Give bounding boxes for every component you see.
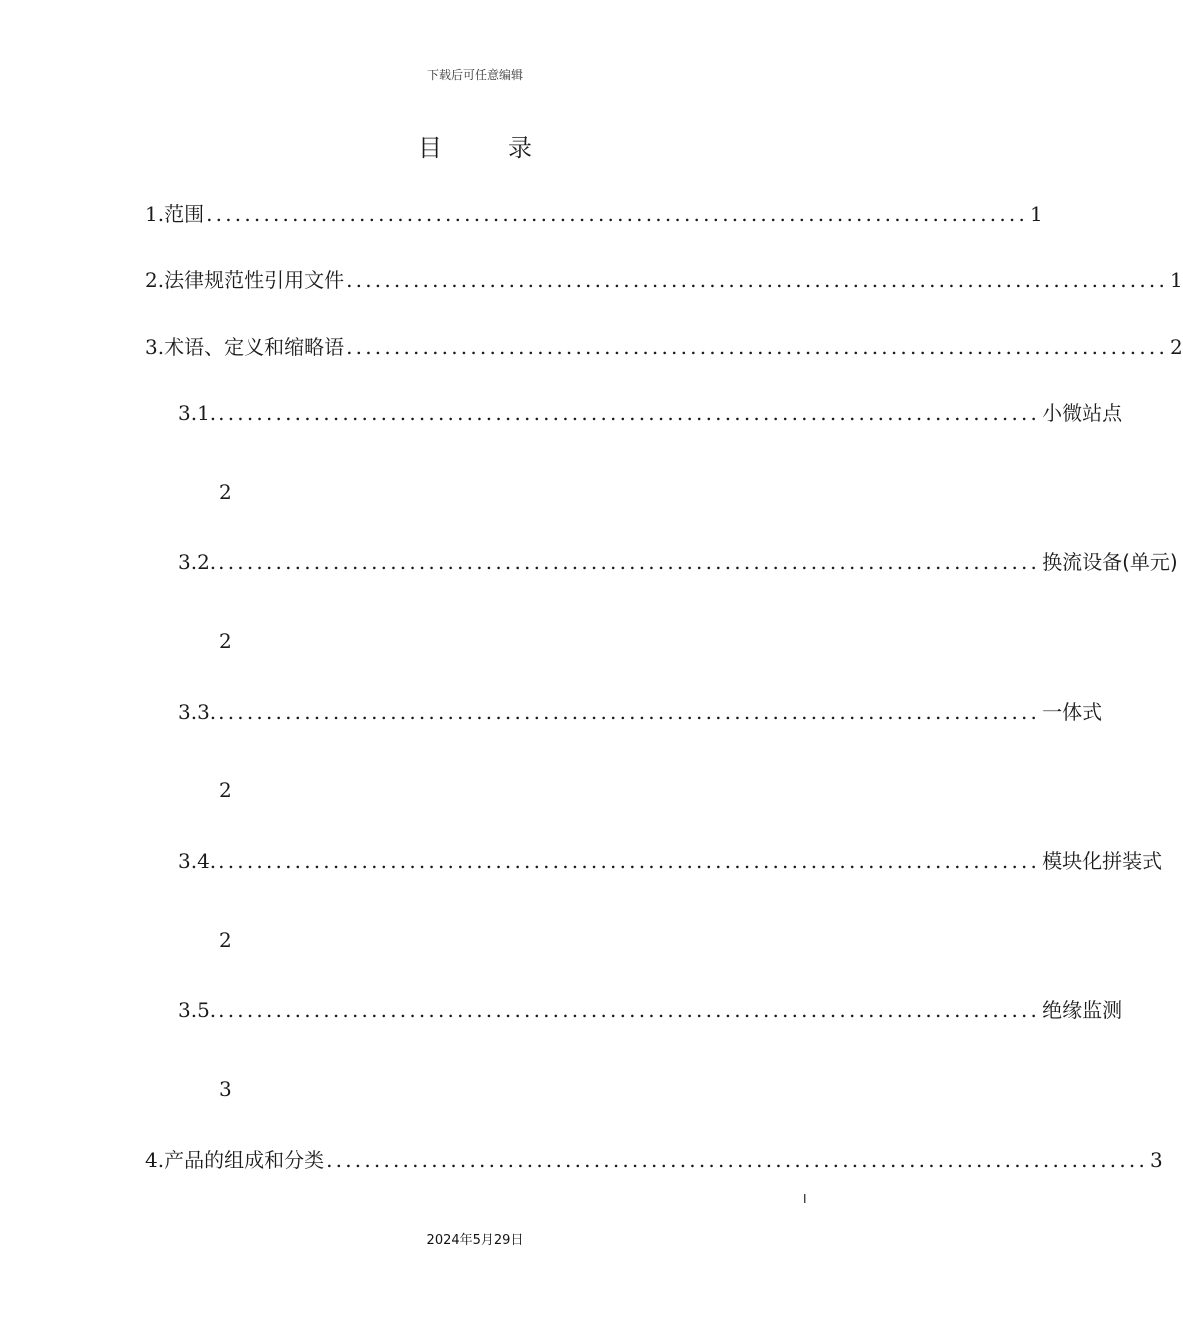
dot-leader: ......................................................................................	[326, 1148, 1149, 1172]
toc-entry-number: 3.	[145, 335, 165, 359]
toc-entry-3-4[interactable]	[178, 845, 1163, 874]
dot-leader: ......................................................................................	[218, 700, 1041, 724]
header-note: 下载后可任意编辑	[426, 68, 523, 82]
toc-entry-label: 产品的组成和分类	[164, 1148, 325, 1172]
toc-entry-number: 4.	[145, 1148, 165, 1172]
toc-entry-number: 3.2.	[178, 550, 217, 574]
toc-entry-number: 2.	[145, 268, 165, 292]
toc-entry-label: 一体式	[1042, 700, 1103, 724]
toc-entry-page: 2	[219, 480, 232, 504]
toc-entry-label: 模块化拼装式	[1042, 849, 1163, 873]
toc-entry-page: 3	[219, 1077, 232, 1101]
toc-entry-page: 2	[219, 778, 232, 802]
toc-entry-3-5[interactable]	[178, 994, 1123, 1023]
toc-title	[0, 128, 950, 163]
dot-leader: ......................................................................................	[346, 268, 1169, 292]
toc-entry-3-2[interactable]	[178, 546, 1178, 575]
toc-entry-label: 换流设备(单元)	[1042, 550, 1178, 574]
dot-leader: ......................................................................................	[218, 550, 1041, 574]
toc-entry-page: 1	[1170, 268, 1183, 292]
toc-entry-page: 2	[1170, 335, 1183, 359]
dot-leader: ......................................................................................	[346, 335, 1169, 359]
toc-entry-label: 范围	[164, 202, 205, 226]
toc-entry-4[interactable]	[145, 1144, 1163, 1173]
toc-entry-label: 绝缘监测	[1042, 998, 1123, 1022]
toc-entry-2[interactable]	[145, 264, 1183, 293]
dot-leader: ......................................................................................	[218, 401, 1041, 425]
toc-entry-number: 3.4.	[178, 849, 217, 873]
toc-title-part1: 目	[418, 134, 442, 162]
toc-entry-page: 3	[1150, 1148, 1163, 1172]
dot-leader: ......................................................................................	[218, 849, 1041, 873]
toc-entry-label: 小微站点	[1042, 401, 1123, 425]
toc-entry-number: 3.1.	[178, 401, 217, 425]
toc-entry-page: 2	[219, 928, 232, 952]
toc-entry-3-3[interactable]	[178, 696, 1103, 725]
dot-leader: ......................................................................................	[218, 998, 1041, 1022]
toc-entry-page: 2	[219, 629, 232, 653]
toc-entry-number: 3.3.	[178, 700, 217, 724]
toc-entry-label: 术语、定义和缩略语	[164, 335, 345, 359]
footer-date: 2024年5月29日	[426, 1233, 524, 1248]
toc-entry-page: 1	[1030, 202, 1043, 226]
toc-entry-number: 1.	[145, 202, 165, 226]
toc-entry-1[interactable]	[145, 198, 1043, 227]
page-number-mark: I	[803, 1192, 807, 1206]
toc-entry-3[interactable]	[145, 331, 1183, 360]
toc-entry-number: 3.5.	[178, 998, 217, 1022]
toc-entry-3-1[interactable]	[178, 397, 1123, 426]
toc-entry-label: 法律规范性引用文件	[164, 268, 345, 292]
toc-title-part2: 录	[508, 134, 532, 162]
dot-leader: ......................................................................................	[206, 202, 1029, 226]
